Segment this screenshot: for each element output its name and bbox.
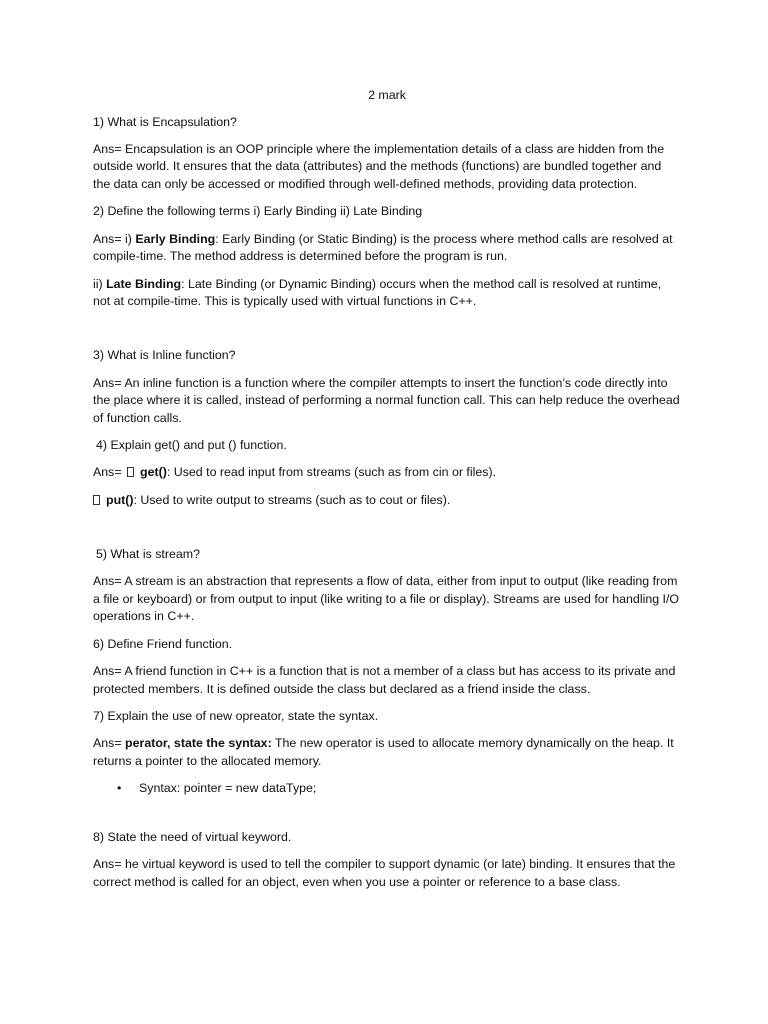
syntax-text: Syntax: pointer = new dataType;: [139, 781, 317, 796]
answer-4a-text: : Used to read input from streams (such as from cin or files).: [166, 465, 497, 480]
answer-1: Ans= Encapsulation is an OOP principle where the implementation details of a class are hidden from the outside world. It ensures that the data (attributes) and the methods (functions) are bundled together and the data can only be accessed or modified through well-defined methods, providing data protection.: [93, 141, 665, 192]
answer-7: [93, 735, 681, 770]
spacer: [93, 519, 681, 546]
answer-8: Ans= he virtual keyword is used to tell the compiler to support dynamic (or late) binding. It ensures that the correct method is called for an object, even when you use a pointer or reference to a base class.: [93, 856, 676, 889]
answer-4b-text: : Used to write output to streams (such as to cout or files).: [133, 492, 451, 507]
question-7: 7) Explain the use of new opreator, state the syntax.: [93, 708, 379, 723]
answer-4-prefix: Ans=: [93, 465, 126, 480]
question-8: 8) State the need of virtual keyword.: [93, 829, 292, 844]
question-1: 1) What is Encapsulation?: [93, 114, 237, 129]
list-item: [93, 780, 681, 798]
question-4: 4) Explain get() and put () function.: [96, 438, 287, 453]
answer-6: Ans= A friend function in C++ is a function that is not a member of a class but has access to its private and protected members. It is defined outside the class but declared as a friend inside the class.: [93, 664, 676, 696]
question-6: 6) Define Friend function.: [93, 636, 233, 651]
answer-7-text: The new operator is used to allocate memory dynamically on the heap. It returns a pointer to the allocated memory.: [93, 736, 674, 768]
answer-7-prefix: Ans=: [93, 736, 126, 751]
question-3: 3) What is Inline function?: [93, 348, 236, 363]
answer-2-late-binding: [93, 276, 681, 311]
spacer: [93, 320, 681, 347]
answer-5: Ans= A stream is an abstraction that represents a flow of data, either from input to output (like reading from a file or keyboard) or from output to input (like writing to a file or display). Streams are used for handling I/O operations in C++.: [93, 574, 680, 624]
term-late-binding: Late Binding: [106, 276, 182, 291]
answer-2a-prefix: Ans= i): [93, 231, 136, 246]
term-new-operator: perator, state the syntax:: [125, 736, 272, 751]
document-page: [93, 87, 681, 901]
answer-2b-text: : Late Binding (or Dynamic Binding) occurs when the method call is resolved at runtime, not at compile-time. This is typically used with virtual functions in C++.: [93, 276, 662, 309]
answer-4-get: [93, 464, 681, 482]
term-get: get(): [140, 465, 167, 480]
answer-4-put: [93, 492, 681, 510]
bullet-icon: •: [117, 781, 122, 796]
answer-2b-prefix: ii): [93, 276, 107, 291]
term-put: put(): [106, 492, 134, 507]
answer-2a-text: : Early Binding (or Static Binding) is the process where method calls are resolved at compile-time. The method address is determined before the program is run.: [93, 231, 673, 264]
spacer: [93, 807, 681, 829]
missing-glyph-icon: [127, 467, 134, 477]
answer-3: Ans= An inline function is a function where the compiler attempts to insert the function’s code directly into the place where it is called, instead of performing a normal function call. This can help reduce the overhead of function calls.: [93, 375, 680, 425]
page-title: 2 mark: [368, 88, 406, 102]
answer-2-early-binding: [93, 231, 681, 266]
question-5: 5) What is stream?: [96, 546, 200, 561]
missing-glyph-icon: [93, 495, 100, 505]
syntax-list: [93, 780, 681, 798]
term-early-binding: Early Binding: [135, 231, 216, 246]
question-2: 2) Define the following terms i) Early Binding ii) Late Binding: [93, 204, 423, 219]
